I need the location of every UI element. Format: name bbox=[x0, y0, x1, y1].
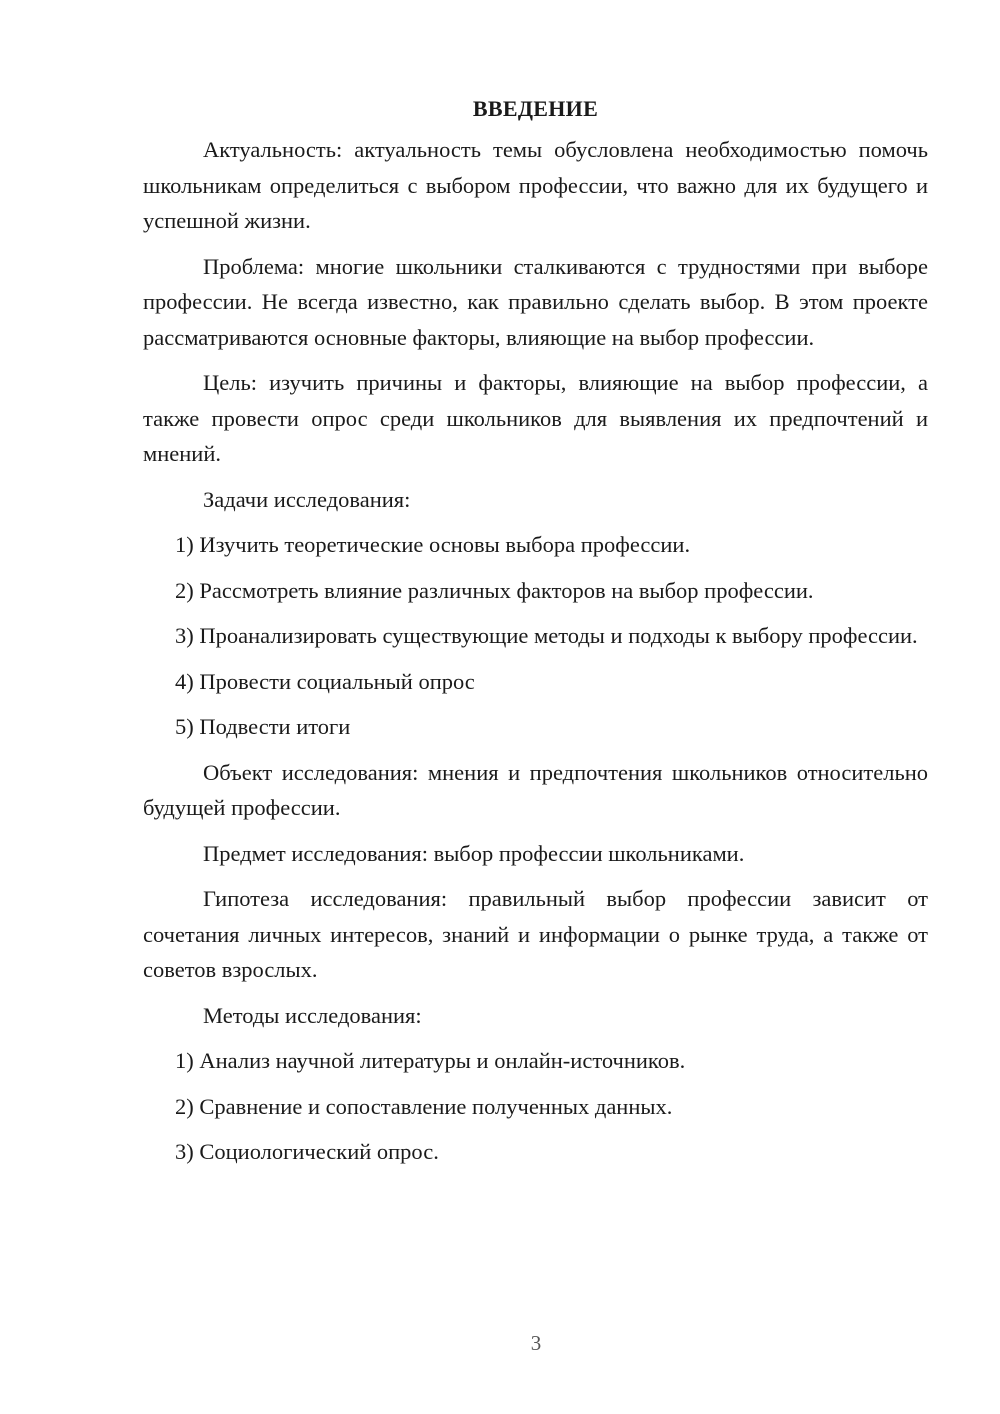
tasks-heading: Задачи исследования: bbox=[203, 486, 411, 512]
method-item: 2) Сравнение и сопоставление полученных данных. bbox=[175, 1093, 673, 1119]
goal-paragraph: Цель: изучить причины и факторы, влияющие на выбор профессии, а также провести опрос среди школьников для выявления их предпочтений и мнений. bbox=[143, 370, 928, 466]
section-title: ВВЕДЕНИЕ bbox=[472, 96, 599, 121]
relevance-paragraph: Актуальность: актуальность темы обусловлена необходимостью помочь школьникам определиться с выбором профессии, что важно для их будущего и успешной жизни. bbox=[143, 137, 928, 233]
task-item: 1) Изучить теоретические основы выбора профессии. bbox=[175, 532, 691, 557]
object-paragraph: Объект исследования: мнения и предпочтения школьников относительно будущей профессии. bbox=[143, 759, 928, 820]
task-item: 4) Провести социальный опрос bbox=[175, 668, 475, 694]
task-item: 5) Подвести итоги bbox=[175, 714, 351, 739]
task-item: 3) Проанализировать существующие методы и подходы к выбору профессии. bbox=[175, 623, 918, 648]
hypothesis-paragraph: Гипотеза исследования: правильный выбор профессии зависит от сочетания личных интересов, знаний и информации о рынке труда, а также от советов взрослых. bbox=[143, 886, 928, 982]
subject-paragraph: Предмет исследования: выбор профессии школьниками. bbox=[203, 840, 745, 866]
methods-heading: Методы исследования: bbox=[203, 1002, 422, 1028]
document-page bbox=[143, 92, 928, 1180]
problem-paragraph: Проблема: многие школьники сталкиваются с трудностями при выборе профессии. Не всегда известно, как правильно сделать выбор. В этом проекте рассматриваются основные факторы, влияющие на выбор профессии. bbox=[143, 253, 928, 350]
task-item: 2) Рассмотреть влияние различных факторов на выбор профессии. bbox=[175, 577, 814, 603]
method-item: 1) Анализ научной литературы и онлайн-источников. bbox=[175, 1048, 686, 1073]
method-item: 3) Социологический опрос. bbox=[175, 1139, 439, 1164]
page-number: 3 bbox=[530, 1331, 542, 1355]
